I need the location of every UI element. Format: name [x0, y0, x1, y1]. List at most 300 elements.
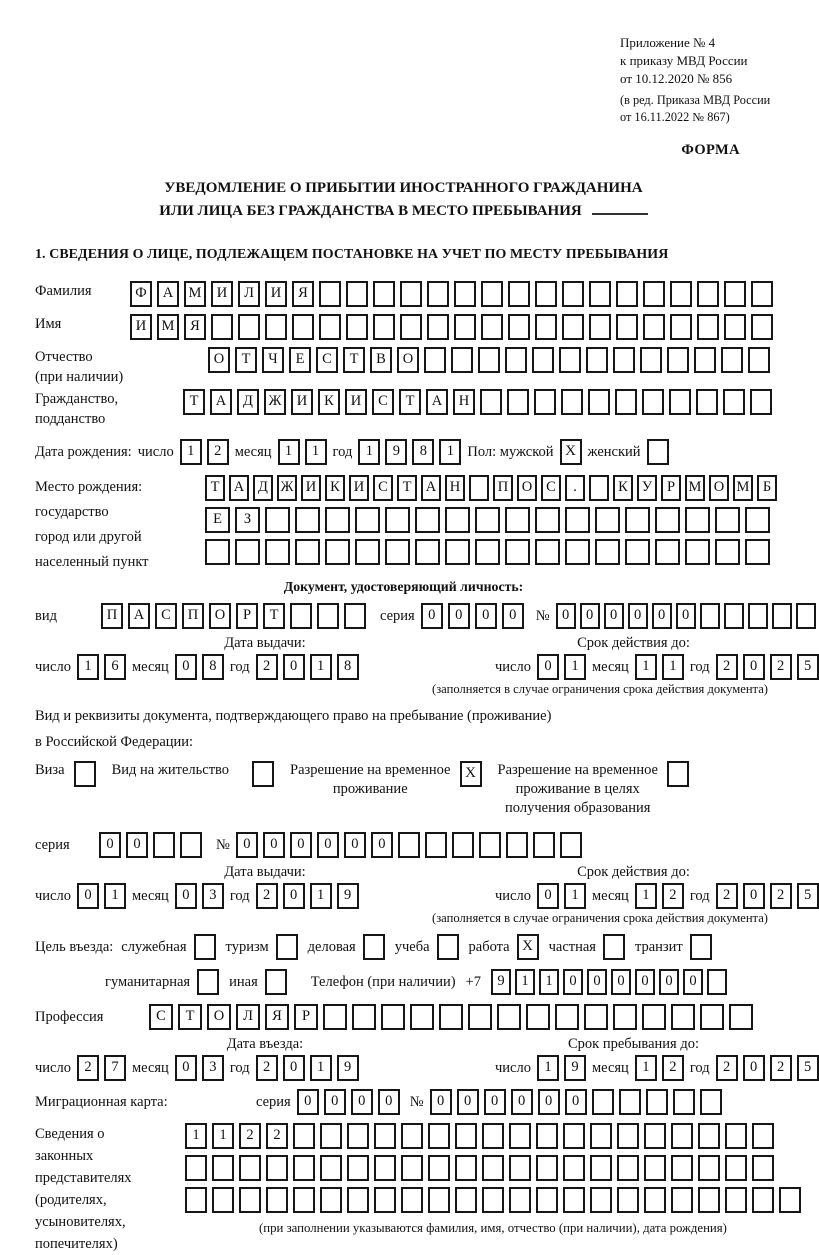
char-cell[interactable]: [185, 1187, 207, 1213]
char-cell[interactable]: [293, 1123, 315, 1149]
char-cell[interactable]: 1: [515, 969, 535, 995]
char-cell[interactable]: [325, 507, 350, 533]
char-cell[interactable]: У: [637, 475, 657, 501]
char-cell[interactable]: 0: [448, 603, 470, 629]
char-cell[interactable]: 2: [716, 1055, 738, 1081]
char-cell[interactable]: О: [397, 347, 419, 373]
char-cell[interactable]: [533, 832, 555, 858]
char-cell[interactable]: [640, 347, 662, 373]
char-cell[interactable]: [290, 603, 312, 629]
char-cell[interactable]: [619, 1089, 641, 1115]
char-cell[interactable]: 1: [278, 439, 300, 465]
char-cell[interactable]: [724, 314, 746, 340]
char-cell[interactable]: 0: [283, 1055, 305, 1081]
char-cell[interactable]: [697, 281, 719, 307]
char-cell[interactable]: [468, 1004, 492, 1030]
char-cell[interactable]: [588, 389, 610, 415]
char-cell[interactable]: [235, 539, 260, 565]
char-cell[interactable]: [685, 539, 710, 565]
char-cell[interactable]: [644, 1123, 666, 1149]
char-cell[interactable]: [671, 1004, 695, 1030]
char-cell[interactable]: 0: [126, 832, 148, 858]
char-cell[interactable]: [723, 389, 745, 415]
char-cell[interactable]: [696, 389, 718, 415]
char-cell[interactable]: 0: [683, 969, 703, 995]
char-cell[interactable]: 1: [564, 654, 586, 680]
char-cell[interactable]: [615, 389, 637, 415]
char-cell[interactable]: [211, 314, 233, 340]
char-cell[interactable]: А: [421, 475, 441, 501]
char-cell[interactable]: [295, 539, 320, 565]
char-cell[interactable]: 0: [263, 832, 285, 858]
char-cell[interactable]: С: [149, 1004, 173, 1030]
char-cell[interactable]: [482, 1155, 504, 1181]
char-cell[interactable]: 0: [175, 654, 197, 680]
title-fill-line[interactable]: [592, 201, 648, 215]
char-cell[interactable]: [265, 314, 287, 340]
char-cell[interactable]: [455, 1155, 477, 1181]
char-cell[interactable]: [613, 347, 635, 373]
char-cell[interactable]: [505, 347, 527, 373]
char-cell[interactable]: [180, 832, 202, 858]
char-cell[interactable]: [563, 1155, 585, 1181]
char-cell[interactable]: 0: [611, 969, 631, 995]
char-cell[interactable]: [559, 347, 581, 373]
char-cell[interactable]: [401, 1123, 423, 1149]
char-cell[interactable]: Т: [205, 475, 225, 501]
char-cell[interactable]: И: [211, 281, 233, 307]
char-cell[interactable]: И: [345, 389, 367, 415]
char-cell[interactable]: [590, 1123, 612, 1149]
char-cell[interactable]: О: [207, 1004, 231, 1030]
char-cell[interactable]: Я: [292, 281, 314, 307]
char-cell[interactable]: Р: [661, 475, 681, 501]
char-cell[interactable]: 0: [743, 883, 765, 909]
char-cell[interactable]: 5: [797, 1055, 819, 1081]
char-cell[interactable]: Р: [294, 1004, 318, 1030]
char-cell[interactable]: Я: [265, 1004, 289, 1030]
char-cell[interactable]: 1: [310, 883, 332, 909]
char-cell[interactable]: Н: [445, 475, 465, 501]
char-cell[interactable]: [427, 314, 449, 340]
char-cell[interactable]: [536, 1187, 558, 1213]
char-cell[interactable]: 0: [604, 603, 624, 629]
char-cell[interactable]: [400, 281, 422, 307]
char-cell[interactable]: [616, 281, 638, 307]
char-cell[interactable]: [725, 1123, 747, 1149]
char-cell[interactable]: [373, 281, 395, 307]
char-cell[interactable]: Т: [399, 389, 421, 415]
char-cell[interactable]: [415, 539, 440, 565]
char-cell[interactable]: [238, 314, 260, 340]
char-cell[interactable]: 0: [537, 883, 559, 909]
char-cell[interactable]: [613, 1004, 637, 1030]
char-cell[interactable]: 0: [563, 969, 583, 995]
char-cell[interactable]: Т: [343, 347, 365, 373]
char-cell[interactable]: [725, 1187, 747, 1213]
char-cell[interactable]: [724, 281, 746, 307]
char-cell[interactable]: [643, 314, 665, 340]
char-cell[interactable]: [352, 1004, 376, 1030]
char-cell[interactable]: 9: [385, 439, 407, 465]
char-cell[interactable]: 1: [635, 654, 657, 680]
char-cell[interactable]: 0: [538, 1089, 560, 1115]
char-cell[interactable]: М: [184, 281, 206, 307]
char-cell[interactable]: [481, 314, 503, 340]
char-cell[interactable]: [560, 832, 582, 858]
char-cell[interactable]: 0: [475, 603, 497, 629]
char-cell[interactable]: [555, 1004, 579, 1030]
char-cell[interactable]: 3: [202, 883, 224, 909]
char-cell[interactable]: [748, 347, 770, 373]
checkbox-male[interactable]: X: [560, 439, 582, 465]
char-cell[interactable]: 2: [256, 883, 278, 909]
char-cell[interactable]: 0: [556, 603, 576, 629]
char-cell[interactable]: [670, 314, 692, 340]
char-cell[interactable]: 1: [180, 439, 202, 465]
char-cell[interactable]: 7: [104, 1055, 126, 1081]
char-cell[interactable]: 0: [587, 969, 607, 995]
char-cell[interactable]: [347, 1123, 369, 1149]
char-cell[interactable]: [355, 507, 380, 533]
char-cell[interactable]: [410, 1004, 434, 1030]
char-cell[interactable]: Л: [236, 1004, 260, 1030]
checkbox-study[interactable]: [437, 934, 459, 960]
char-cell[interactable]: [185, 1155, 207, 1181]
char-cell[interactable]: [505, 507, 530, 533]
char-cell[interactable]: И: [291, 389, 313, 415]
checkbox-official[interactable]: [194, 934, 216, 960]
char-cell[interactable]: [454, 314, 476, 340]
char-cell[interactable]: Я: [184, 314, 206, 340]
char-cell[interactable]: [616, 314, 638, 340]
char-cell[interactable]: [745, 507, 770, 533]
char-cell[interactable]: [707, 969, 727, 995]
char-cell[interactable]: 0: [77, 883, 99, 909]
char-cell[interactable]: О: [208, 347, 230, 373]
char-cell[interactable]: [796, 603, 816, 629]
char-cell[interactable]: [700, 1004, 724, 1030]
char-cell[interactable]: [655, 539, 680, 565]
char-cell[interactable]: 2: [256, 654, 278, 680]
char-cell[interactable]: [347, 1187, 369, 1213]
char-cell[interactable]: [481, 281, 503, 307]
char-cell[interactable]: [401, 1155, 423, 1181]
char-cell[interactable]: С: [155, 603, 177, 629]
char-cell[interactable]: Д: [253, 475, 273, 501]
char-cell[interactable]: 9: [337, 883, 359, 909]
char-cell[interactable]: [536, 1155, 558, 1181]
char-cell[interactable]: [561, 389, 583, 415]
char-cell[interactable]: 0: [290, 832, 312, 858]
char-cell[interactable]: [509, 1123, 531, 1149]
char-cell[interactable]: [347, 1155, 369, 1181]
char-cell[interactable]: 2: [266, 1123, 288, 1149]
char-cell[interactable]: [205, 539, 230, 565]
char-cell[interactable]: [643, 281, 665, 307]
char-cell[interactable]: [535, 539, 560, 565]
char-cell[interactable]: [385, 539, 410, 565]
char-cell[interactable]: С: [373, 475, 393, 501]
char-cell[interactable]: [729, 1004, 753, 1030]
char-cell[interactable]: [505, 539, 530, 565]
char-cell[interactable]: 9: [491, 969, 511, 995]
char-cell[interactable]: 0: [743, 654, 765, 680]
char-cell[interactable]: [445, 539, 470, 565]
checkbox-humanitarian[interactable]: [197, 969, 219, 995]
char-cell[interactable]: [565, 539, 590, 565]
char-cell[interactable]: И: [301, 475, 321, 501]
char-cell[interactable]: [427, 281, 449, 307]
char-cell[interactable]: [642, 1004, 666, 1030]
char-cell[interactable]: 2: [716, 883, 738, 909]
checkbox-private[interactable]: [603, 934, 625, 960]
char-cell[interactable]: [617, 1155, 639, 1181]
char-cell[interactable]: [752, 1187, 774, 1213]
char-cell[interactable]: 1: [358, 439, 380, 465]
char-cell[interactable]: 0: [283, 654, 305, 680]
char-cell[interactable]: [752, 1155, 774, 1181]
char-cell[interactable]: [212, 1155, 234, 1181]
char-cell[interactable]: [589, 475, 609, 501]
char-cell[interactable]: [385, 507, 410, 533]
char-cell[interactable]: [535, 314, 557, 340]
char-cell[interactable]: 8: [337, 654, 359, 680]
char-cell[interactable]: 0: [457, 1089, 479, 1115]
char-cell[interactable]: 0: [236, 832, 258, 858]
char-cell[interactable]: 0: [652, 603, 672, 629]
char-cell[interactable]: Т: [183, 389, 205, 415]
char-cell[interactable]: [724, 603, 744, 629]
char-cell[interactable]: О: [709, 475, 729, 501]
char-cell[interactable]: [590, 1187, 612, 1213]
char-cell[interactable]: Ж: [264, 389, 286, 415]
char-cell[interactable]: 1: [635, 1055, 657, 1081]
char-cell[interactable]: М: [157, 314, 179, 340]
char-cell[interactable]: С: [372, 389, 394, 415]
char-cell[interactable]: 2: [77, 1055, 99, 1081]
char-cell[interactable]: 2: [770, 883, 792, 909]
char-cell[interactable]: К: [613, 475, 633, 501]
char-cell[interactable]: 2: [662, 883, 684, 909]
char-cell[interactable]: С: [316, 347, 338, 373]
char-cell[interactable]: 0: [743, 1055, 765, 1081]
char-cell[interactable]: [323, 1004, 347, 1030]
char-cell[interactable]: Т: [397, 475, 417, 501]
char-cell[interactable]: Ф: [130, 281, 152, 307]
char-cell[interactable]: .: [565, 475, 585, 501]
checkbox-visa[interactable]: [74, 761, 96, 787]
char-cell[interactable]: П: [493, 475, 513, 501]
char-cell[interactable]: [320, 1123, 342, 1149]
char-cell[interactable]: Т: [235, 347, 257, 373]
char-cell[interactable]: И: [265, 281, 287, 307]
char-cell[interactable]: [400, 314, 422, 340]
char-cell[interactable]: 8: [202, 654, 224, 680]
char-cell[interactable]: 1: [310, 654, 332, 680]
char-cell[interactable]: [534, 389, 556, 415]
char-cell[interactable]: [685, 507, 710, 533]
char-cell[interactable]: [325, 539, 350, 565]
char-cell[interactable]: 0: [297, 1089, 319, 1115]
char-cell[interactable]: [589, 314, 611, 340]
char-cell[interactable]: [698, 1123, 720, 1149]
char-cell[interactable]: Л: [238, 281, 260, 307]
char-cell[interactable]: 9: [564, 1055, 586, 1081]
char-cell[interactable]: [506, 832, 528, 858]
checkbox-edu-permit[interactable]: [667, 761, 689, 787]
char-cell[interactable]: А: [128, 603, 150, 629]
char-cell[interactable]: К: [318, 389, 340, 415]
char-cell[interactable]: [381, 1004, 405, 1030]
char-cell[interactable]: 0: [537, 654, 559, 680]
char-cell[interactable]: 2: [770, 654, 792, 680]
char-cell[interactable]: [644, 1187, 666, 1213]
char-cell[interactable]: [751, 281, 773, 307]
char-cell[interactable]: [590, 1155, 612, 1181]
char-cell[interactable]: [292, 314, 314, 340]
char-cell[interactable]: [595, 507, 620, 533]
char-cell[interactable]: [475, 507, 500, 533]
char-cell[interactable]: 5: [797, 654, 819, 680]
char-cell[interactable]: [535, 507, 560, 533]
char-cell[interactable]: [508, 314, 530, 340]
char-cell[interactable]: [153, 832, 175, 858]
char-cell[interactable]: 2: [256, 1055, 278, 1081]
char-cell[interactable]: [475, 539, 500, 565]
char-cell[interactable]: 1: [310, 1055, 332, 1081]
char-cell[interactable]: 2: [662, 1055, 684, 1081]
char-cell[interactable]: И: [130, 314, 152, 340]
char-cell[interactable]: [509, 1155, 531, 1181]
char-cell[interactable]: И: [349, 475, 369, 501]
checkbox-female[interactable]: [647, 439, 669, 465]
char-cell[interactable]: [772, 603, 792, 629]
char-cell[interactable]: 0: [659, 969, 679, 995]
char-cell[interactable]: [563, 1187, 585, 1213]
checkbox-tourism[interactable]: [276, 934, 298, 960]
char-cell[interactable]: [617, 1187, 639, 1213]
char-cell[interactable]: Ж: [277, 475, 297, 501]
char-cell[interactable]: 0: [421, 603, 443, 629]
char-cell[interactable]: 0: [484, 1089, 506, 1115]
char-cell[interactable]: [425, 832, 447, 858]
char-cell[interactable]: О: [209, 603, 231, 629]
char-cell[interactable]: [482, 1187, 504, 1213]
char-cell[interactable]: [374, 1155, 396, 1181]
char-cell[interactable]: 0: [580, 603, 600, 629]
char-cell[interactable]: [319, 281, 341, 307]
char-cell[interactable]: [455, 1123, 477, 1149]
char-cell[interactable]: [646, 1089, 668, 1115]
char-cell[interactable]: [480, 389, 502, 415]
char-cell[interactable]: [748, 603, 768, 629]
char-cell[interactable]: 1: [635, 883, 657, 909]
char-cell[interactable]: Д: [237, 389, 259, 415]
char-cell[interactable]: [344, 603, 366, 629]
char-cell[interactable]: [439, 1004, 463, 1030]
char-cell[interactable]: 0: [511, 1089, 533, 1115]
char-cell[interactable]: 0: [324, 1089, 346, 1115]
char-cell[interactable]: [526, 1004, 550, 1030]
char-cell[interactable]: [239, 1187, 261, 1213]
char-cell[interactable]: 0: [283, 883, 305, 909]
char-cell[interactable]: 2: [239, 1123, 261, 1149]
char-cell[interactable]: [535, 281, 557, 307]
char-cell[interactable]: [295, 507, 320, 533]
char-cell[interactable]: К: [325, 475, 345, 501]
char-cell[interactable]: [536, 1123, 558, 1149]
char-cell[interactable]: [595, 539, 620, 565]
char-cell[interactable]: 0: [676, 603, 696, 629]
char-cell[interactable]: 1: [439, 439, 461, 465]
char-cell[interactable]: [563, 1123, 585, 1149]
char-cell[interactable]: 1: [305, 439, 327, 465]
char-cell[interactable]: М: [733, 475, 753, 501]
char-cell[interactable]: 2: [207, 439, 229, 465]
char-cell[interactable]: [452, 832, 474, 858]
char-cell[interactable]: [497, 1004, 521, 1030]
char-cell[interactable]: 1: [104, 883, 126, 909]
char-cell[interactable]: 1: [185, 1123, 207, 1149]
char-cell[interactable]: 1: [77, 654, 99, 680]
char-cell[interactable]: [715, 539, 740, 565]
char-cell[interactable]: 0: [344, 832, 366, 858]
char-cell[interactable]: [239, 1155, 261, 1181]
char-cell[interactable]: [584, 1004, 608, 1030]
char-cell[interactable]: [698, 1155, 720, 1181]
char-cell[interactable]: [721, 347, 743, 373]
char-cell[interactable]: Т: [178, 1004, 202, 1030]
char-cell[interactable]: [482, 1123, 504, 1149]
char-cell[interactable]: 0: [628, 603, 648, 629]
char-cell[interactable]: [700, 1089, 722, 1115]
char-cell[interactable]: [671, 1123, 693, 1149]
char-cell[interactable]: [509, 1187, 531, 1213]
char-cell[interactable]: [374, 1123, 396, 1149]
char-cell[interactable]: [750, 389, 772, 415]
char-cell[interactable]: [671, 1187, 693, 1213]
char-cell[interactable]: [455, 1187, 477, 1213]
checkbox-temp-permit[interactable]: X: [460, 761, 482, 787]
char-cell[interactable]: [562, 281, 584, 307]
char-cell[interactable]: [700, 603, 720, 629]
char-cell[interactable]: [320, 1187, 342, 1213]
char-cell[interactable]: [697, 314, 719, 340]
char-cell[interactable]: [589, 281, 611, 307]
char-cell[interactable]: 0: [371, 832, 393, 858]
char-cell[interactable]: Е: [205, 507, 230, 533]
char-cell[interactable]: 1: [539, 969, 559, 995]
char-cell[interactable]: [212, 1187, 234, 1213]
char-cell[interactable]: М: [685, 475, 705, 501]
char-cell[interactable]: [625, 539, 650, 565]
char-cell[interactable]: Р: [236, 603, 258, 629]
char-cell[interactable]: 0: [430, 1089, 452, 1115]
char-cell[interactable]: 0: [502, 603, 524, 629]
char-cell[interactable]: А: [210, 389, 232, 415]
char-cell[interactable]: [424, 347, 446, 373]
char-cell[interactable]: [617, 1123, 639, 1149]
char-cell[interactable]: [670, 281, 692, 307]
char-cell[interactable]: 0: [635, 969, 655, 995]
char-cell[interactable]: 1: [564, 883, 586, 909]
char-cell[interactable]: [469, 475, 489, 501]
char-cell[interactable]: [478, 347, 500, 373]
char-cell[interactable]: 6: [104, 654, 126, 680]
char-cell[interactable]: 0: [175, 1055, 197, 1081]
char-cell[interactable]: [779, 1187, 801, 1213]
